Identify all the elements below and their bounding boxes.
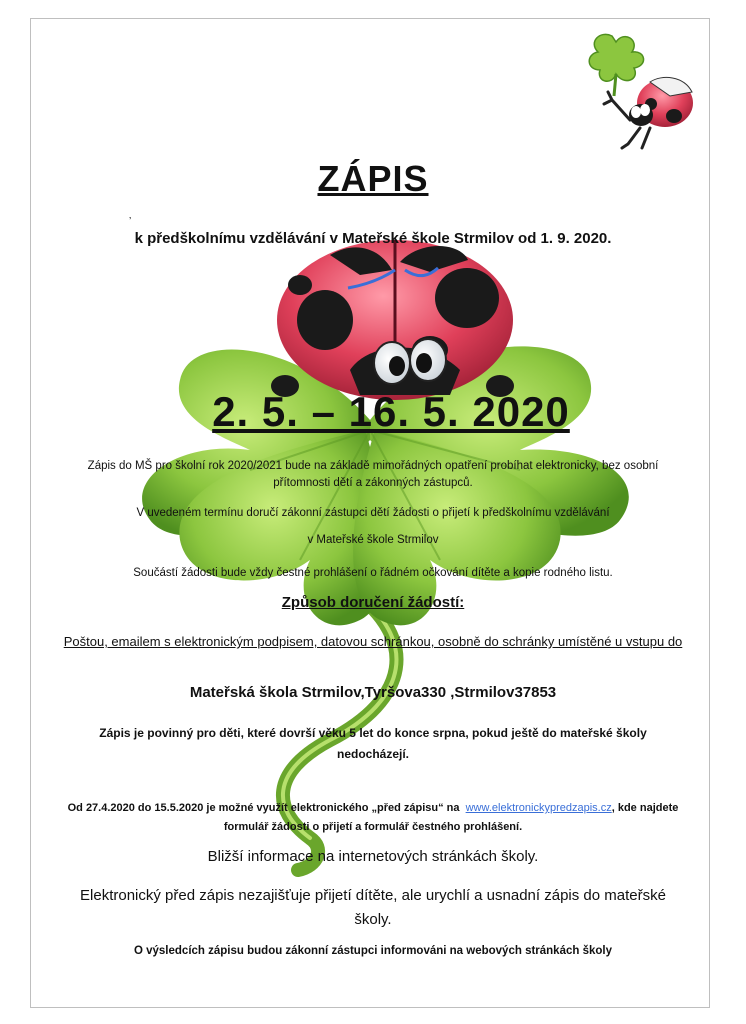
- disclaimer: Elektronický před zápis nezajišťuje přijetí dítěte, ale urychlí a usnadní zápis do mateřské školy.: [80, 887, 666, 928]
- paragraph-application-delivery: V uvedeném termínu doručí zákonní zástupci dětí žádosti o přijetí k předškolnímu vzdělávání: [136, 507, 610, 519]
- page-title: ZÁPIS: [317, 158, 429, 199]
- more-info: Bližší informace na internetových stránkách školy.: [207, 848, 539, 865]
- paragraph-electronic-enrollment: Zápis do MŠ pro školní rok 2020/2021 bude na základě mimořádných opatření probíhat elektronicky, bez osobní přítomnosti dětí a zákonných zástupců.: [87, 460, 659, 489]
- date-range: 2. 5. – 16. 5. 2020: [212, 388, 570, 435]
- delivery-heading: Způsob doručení žádostí:: [281, 594, 465, 611]
- delivery-methods: Poštou, emailem s elektronickým podpisem, datovou schránkou, osobně do schránky umístěné u vstupu do: [63, 634, 683, 649]
- prezapis-before: Od 27.4.2020 do 15.5.2020 je možné využít elektronického „před zápisu“ na: [67, 802, 460, 814]
- paragraph-vaccination: Součástí žádosti bude vždy čestné prohlášení o řádném očkování dítěte a kopie rodného listu.: [133, 567, 613, 579]
- mandatory-note: Zápis je povinný pro děti, které dovrší věku 5 let do konce srpna, pokud ještě do mateřské školy nedocházejí.: [99, 726, 647, 761]
- prezapis-after: , kde najdete formulář žádosti o přijetí a formulář čestného prohlášení.: [223, 802, 679, 833]
- paragraph-school-name: v Mateřské škole Strmilov: [307, 534, 439, 546]
- stray-mark: ‚: [129, 210, 132, 221]
- prezapis-note: [60, 799, 686, 837]
- subtitle: k předškolnímu vzdělávání v Mateřské škole Strmilov od 1. 9. 2020.: [134, 230, 612, 247]
- results-note: O výsledcích zápisu budou zákonní zástupci informováni na webových stránkách školy: [133, 945, 612, 957]
- waving-ladybug-icon: [589, 34, 693, 148]
- school-address: Mateřská škola Strmilov,Tyršova330 ,Strmilov37853: [189, 684, 557, 701]
- prezapis-link[interactable]: www.elektronickypredzapis.cz: [465, 802, 612, 814]
